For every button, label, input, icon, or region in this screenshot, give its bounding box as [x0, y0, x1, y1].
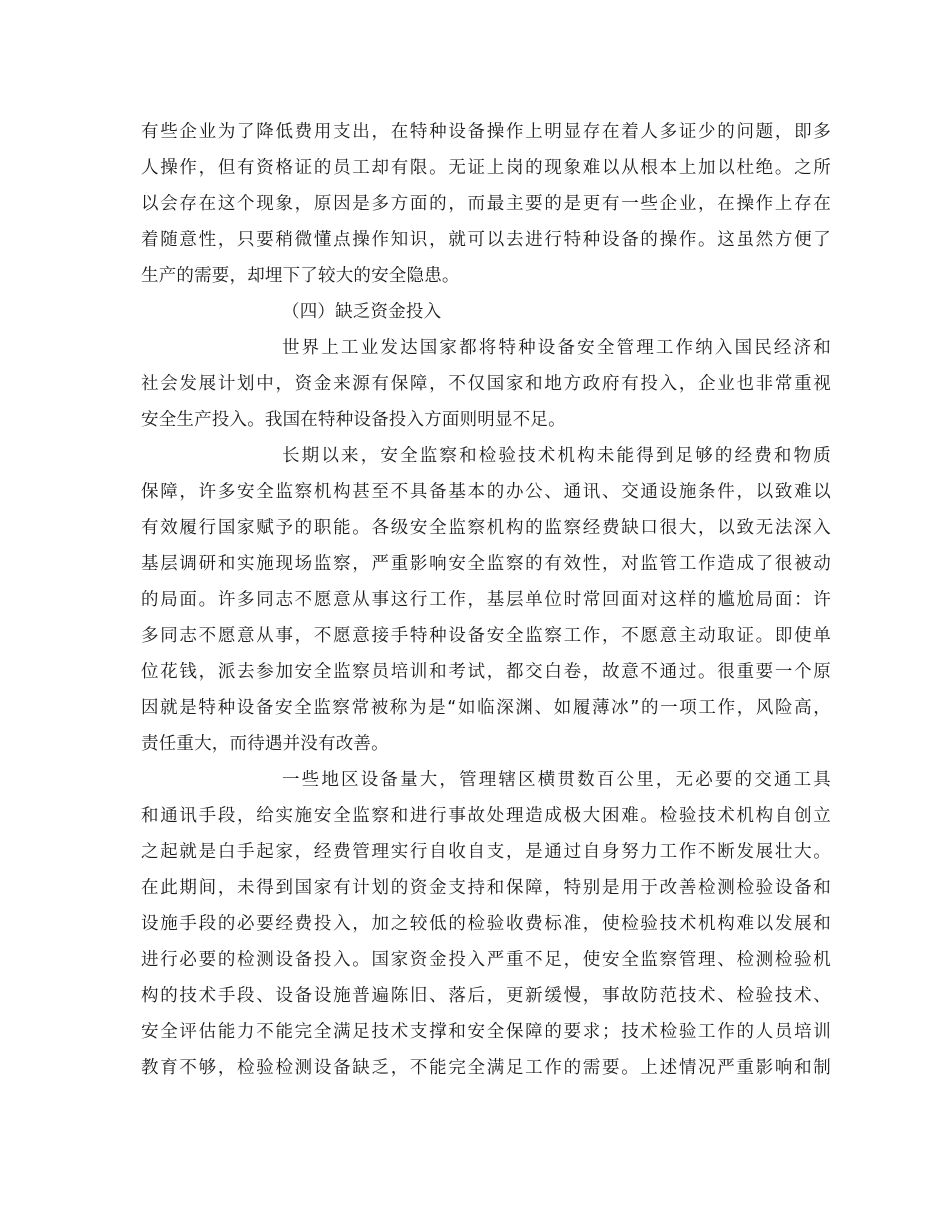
- paragraph-line: 位花钱，派去参加安全监察员培训和考试，都交白卷，故意不通过。很重要一个原: [141, 662, 831, 682]
- paragraph-line: 世界上工业发达国家都将特种设备安全管理工作纳入国民经济和: [282, 338, 831, 358]
- paragraph-line: 以会存在这个现象，原因是多方面的，而最主要的是更有一些企业，在操作上存在: [141, 194, 831, 214]
- paragraph-line: 长期以来，安全监察和检验技术机构未能得到足够的经费和物质: [282, 446, 831, 466]
- paragraph-line: 之起就是白手起家，经费管理实行自收自支，是通过自身努力工作不断发展壮大。: [141, 842, 831, 862]
- paragraph-line: 的局面。许多同志不愿意从事这行工作，基层单位时常回面对这样的尴尬局面：许: [141, 590, 831, 610]
- paragraph-line: 责任重大，而待遇并没有改善。: [141, 734, 389, 754]
- paragraph-line: 基层调研和实施现场监察，严重影响安全监察的有效性，对监管工作造成了很被动: [141, 554, 831, 574]
- paragraph-line: 因就是特种设备安全监察常被称为是“如临深渊、如履薄冰”的一项工作，风险高，: [141, 698, 831, 718]
- paragraph-line: 有效履行国家赋予的职能。各级安全监察机构的监察经费缺口很大，以致无法深入: [141, 518, 831, 538]
- paragraph-line: 社会发展计划中，资金来源有保障，不仅国家和地方政府有投入，企业也非常重视: [141, 374, 831, 394]
- paragraph-line: 有些企业为了降低费用支出，在特种设备操作上明显存在着人多证少的问题，即多: [141, 122, 831, 142]
- paragraph-line: 保障，许多安全监察机构甚至不具备基本的办公、通讯、交通设施条件，以致难以: [141, 482, 831, 502]
- paragraph-line: 安全评估能力不能完全满足技术支撑和安全保障的要求；技术检验工作的人员培训: [141, 1022, 831, 1042]
- paragraph-line: 教育不够，检验检测设备缺乏，不能完全满足工作的需要。上述情况严重影响和制: [141, 1058, 831, 1078]
- paragraph-line: 一些地区设备量大，管理辖区横贯数百公里，无必要的交通工具: [282, 770, 831, 790]
- paragraph-line: 进行必要的检测设备投入。国家资金投入严重不足，使安全监察管理、检测检验机: [141, 950, 831, 970]
- paragraph-line: 在此期间，未得到国家有计划的资金支持和保障，特别是用于改善检测检验设备和: [141, 878, 831, 898]
- paragraph-line: 设施手段的必要经费投入，加之较低的检验收费标准，使检验技术机构难以发展和: [141, 914, 831, 934]
- paragraph-line: 生产的需要，却埋下了较大的安全隐患。: [141, 266, 460, 286]
- paragraph-line: 人操作，但有资格证的员工却有限。无证上岗的现象难以从根本上加以杜绝。之所: [141, 158, 831, 178]
- paragraph-line: 着随意性，只要稍微懂点操作知识，就可以去进行特种设备的操作。这虽然方便了: [141, 230, 831, 250]
- paragraph-line: 和通讯手段，给实施安全监察和进行事故处理造成极大困难。检验技术机构自创立: [141, 806, 831, 826]
- section-heading: （四）缺乏资金投入: [282, 302, 442, 322]
- paragraph-line: 安全生产投入。我国在特种设备投入方面则明显不足。: [141, 410, 566, 430]
- paragraph-line: 构的技术手段、设备设施普遍陈旧、落后，更新缓慢，事故防范技术、检验技术、: [141, 986, 831, 1006]
- paragraph-line: 多同志不愿意从事，不愿意接手特种设备安全监察工作，不愿意主动取证。即使单: [141, 626, 831, 646]
